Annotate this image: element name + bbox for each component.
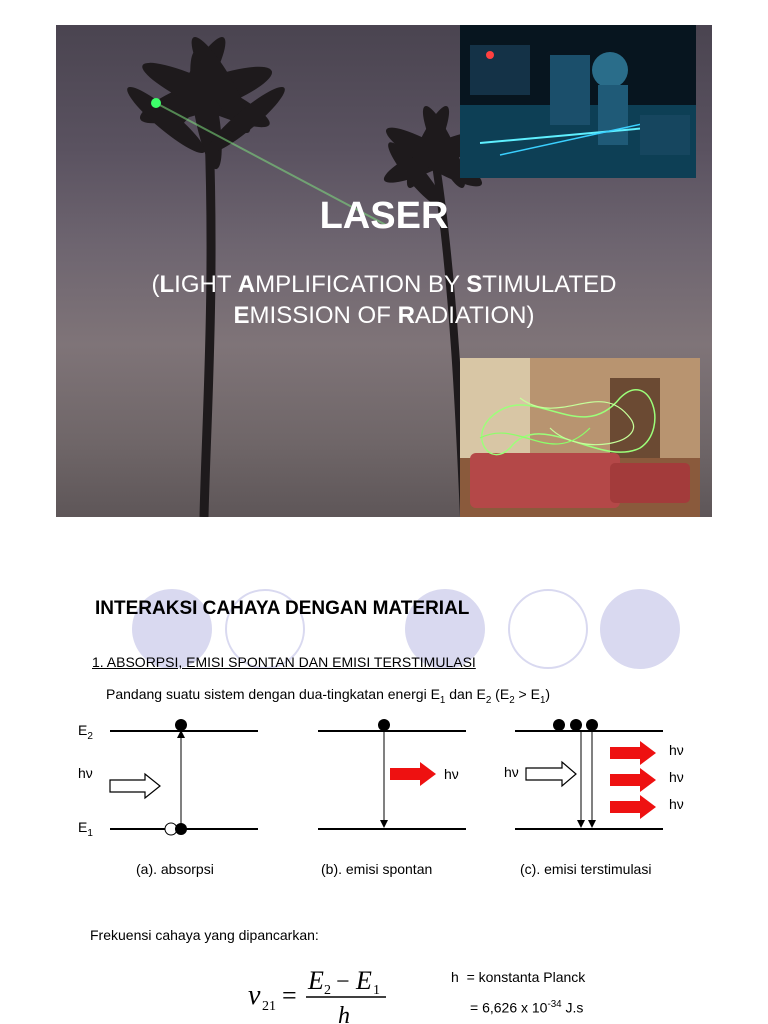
svg-text:ν: ν — [248, 980, 261, 1011]
title-slide — [56, 25, 712, 517]
e1-label: $E_1$ — [78, 819, 93, 839]
emitted-photon-arrow — [610, 795, 656, 819]
decor-circle — [508, 589, 588, 669]
caption-stimulated: (c). emisi terstimulasi — [520, 861, 652, 877]
absorption-diagram — [78, 719, 258, 835]
svg-text:h: h — [338, 1003, 350, 1024]
photon-label: hν — [504, 764, 519, 780]
emitted-photon-arrow — [390, 762, 436, 786]
frequency-formula — [244, 960, 394, 1024]
spontaneous-emission-diagram — [318, 719, 466, 829]
incident-photon-arrow — [110, 774, 160, 798]
frequency-text: Frekuensi cahaya yang dipancarkan: — [90, 927, 319, 943]
decor-circle — [600, 589, 680, 669]
energy-level-diagram — [70, 712, 710, 852]
planck-definition: h = konstanta Planck — [451, 969, 586, 985]
svg-text:E: E — [356, 966, 372, 995]
svg-text:=: = — [282, 981, 297, 1010]
incident-photon-arrow — [526, 762, 576, 786]
emitted-photon-arrow — [610, 768, 656, 792]
slide-heading: INTERAKSI CAHAYA DENGAN MATERIAL — [95, 598, 470, 619]
caption-absorption: (a). absorpsi — [136, 861, 214, 877]
svg-text:1: 1 — [373, 983, 380, 998]
photon-label: hν — [78, 765, 93, 781]
laser-lab-photo — [460, 25, 696, 178]
svg-text:E: E — [308, 966, 324, 995]
photon-label: hν — [669, 796, 684, 812]
slide-title: LASER — [319, 195, 449, 237]
e2-label: $E_2$ — [78, 722, 93, 742]
intro-text: Pandang suatu sistem dengan dua-tingkatan energi $E_1$ dan $E_2$ $(E_2 > E_1)$ — [106, 686, 551, 706]
photon-label: hν — [444, 766, 459, 782]
planck-value: = 6,626 x $10^{-34}$ J.s — [470, 999, 584, 1016]
slide-subtitle: (LIGHT AMPLIFICATION BY STIMULATED EMISSION OF RADIATION) — [151, 271, 617, 329]
caption-spontaneous: (b). emisi spontan — [321, 861, 433, 877]
photon-label: hν — [669, 769, 684, 785]
laser-room-photo — [460, 358, 700, 517]
emitted-photon-arrow — [610, 741, 656, 765]
svg-text:21: 21 — [262, 999, 276, 1014]
svg-text:−: − — [336, 969, 350, 995]
photon-label: hν — [669, 742, 684, 758]
stimulated-emission-diagram — [504, 719, 684, 829]
section-title: 1. ABSORPSI, EMISI SPONTAN DAN EMISI TERSTIMULASI — [92, 654, 476, 670]
svg-text:2: 2 — [324, 983, 331, 998]
